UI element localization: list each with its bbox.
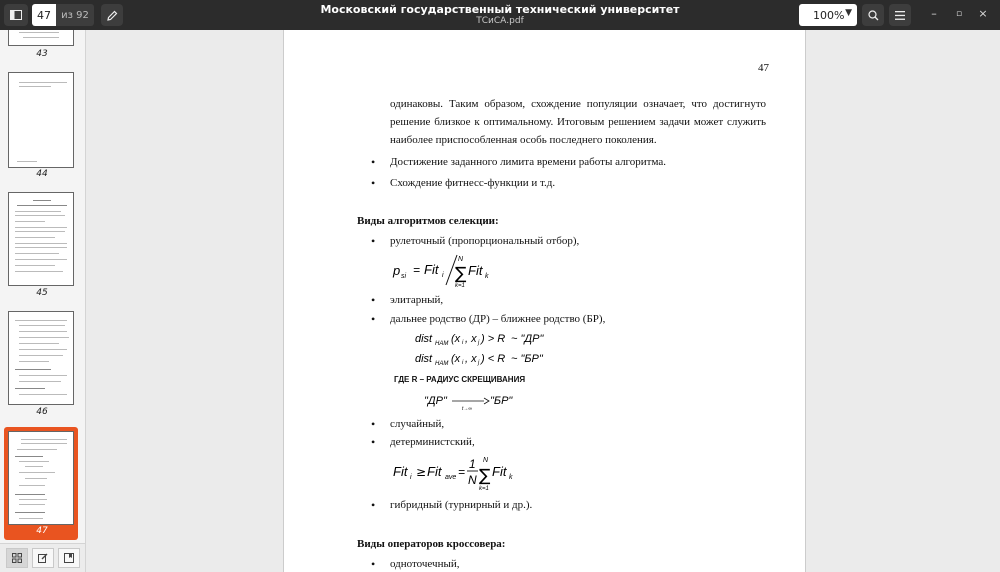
svg-text:Fit: Fit xyxy=(492,464,507,479)
maximize-icon[interactable]: ▫ xyxy=(955,9,963,19)
sidebar-toggle-button[interactable] xyxy=(4,4,28,26)
svg-text:j: j xyxy=(478,340,480,346)
list-item-text: рулеточный (пропорциональный отбор), xyxy=(390,235,580,247)
thumbnail-page[interactable] xyxy=(8,311,74,405)
svg-text:Fit: Fit xyxy=(427,464,442,479)
svg-text:, x: , x xyxy=(465,353,477,365)
section-heading: Виды операторов кроссовера: xyxy=(357,538,506,550)
bookmark-icon xyxy=(64,553,74,563)
svg-text:HAM: HAM xyxy=(435,361,449,367)
svg-text:i: i xyxy=(462,360,464,366)
sidebar-tabs xyxy=(0,543,85,572)
chevron-down-icon: ▼ xyxy=(845,8,852,18)
page-total-label: из 92 xyxy=(56,4,94,26)
edit-icon xyxy=(38,553,48,563)
document-title: Московский государственный технический университет xyxy=(320,3,680,16)
svg-text:(x: (x xyxy=(451,353,461,365)
svg-text:(x: (x xyxy=(451,333,461,345)
svg-text:t→∞: t→∞ xyxy=(462,406,472,412)
section-heading: Виды алгоритмов селекции: xyxy=(357,215,499,227)
sidebar-icon xyxy=(10,10,22,20)
tab-annotations[interactable] xyxy=(32,548,54,568)
list-item-text: Достижение заданного лимита времени работы алгоритма. xyxy=(390,156,667,168)
thumbnail-label: 44 xyxy=(36,169,48,179)
formula-deterministic xyxy=(391,454,516,494)
formula-caption: ГДЕ R – РАДИУС СКРЕЩИВАНИЯ xyxy=(394,375,526,384)
svg-text:) < R: ) < R xyxy=(481,353,506,365)
pencil-icon xyxy=(107,10,118,21)
annotate-button[interactable] xyxy=(101,4,123,26)
formula-transition xyxy=(424,392,524,414)
svg-text:k=1: k=1 xyxy=(455,283,465,289)
svg-text:N: N xyxy=(468,473,477,487)
zoom-select[interactable] xyxy=(799,4,857,26)
page-number: 47 xyxy=(758,62,769,74)
window-title xyxy=(300,3,700,27)
zoom-value: 100% xyxy=(813,8,845,22)
thumbnail-label-current: 47 xyxy=(36,526,48,536)
svg-text:"ДР": "ДР" xyxy=(424,395,447,407)
page-number-input[interactable]: 47 xyxy=(32,4,56,26)
svg-text:si: si xyxy=(401,273,407,280)
document-filename: ТСиСА.pdf xyxy=(476,16,524,26)
pdf-page xyxy=(283,30,806,572)
svg-text:N: N xyxy=(458,256,464,263)
tab-bookmarks[interactable] xyxy=(58,548,80,568)
svg-text:k: k xyxy=(485,273,489,280)
grid-icon xyxy=(12,553,22,563)
svg-text:~ "БР": ~ "БР" xyxy=(511,353,543,365)
svg-text:HAM: HAM xyxy=(435,341,449,347)
svg-text:i: i xyxy=(442,272,444,279)
document-viewer[interactable] xyxy=(86,30,1000,572)
thumbnail-sidebar xyxy=(0,30,86,572)
search-icon xyxy=(868,10,879,21)
list-item-text: элитарный, xyxy=(390,294,444,306)
thumbnail-label: 46 xyxy=(36,407,48,417)
svg-text:Fit: Fit xyxy=(393,464,408,479)
formula-roulette xyxy=(391,251,491,289)
svg-text:i: i xyxy=(462,340,464,346)
svg-text:≥: ≥ xyxy=(416,465,427,479)
svg-text:Fit: Fit xyxy=(424,262,439,277)
svg-text:) > R: ) > R xyxy=(481,333,506,345)
list-item-text: случайный, xyxy=(390,418,445,430)
thumbnail-label: 43 xyxy=(36,49,48,59)
list-item-text: детерминистский, xyxy=(390,436,475,448)
svg-text:ave: ave xyxy=(445,474,457,481)
svg-text:~ "ДР": ~ "ДР" xyxy=(511,333,544,345)
svg-text:i: i xyxy=(410,474,412,481)
close-icon[interactable]: × xyxy=(978,7,988,20)
menu-button[interactable] xyxy=(889,4,911,26)
header-bar xyxy=(0,0,1000,30)
thumbnail-page[interactable] xyxy=(8,192,74,286)
search-button[interactable] xyxy=(862,4,884,26)
svg-text:k: k xyxy=(509,474,513,481)
list-item-text: Схождение фитнесс-функции и т.д. xyxy=(390,177,556,189)
thumbnail-page-current[interactable] xyxy=(8,431,74,525)
thumbnail-page[interactable] xyxy=(8,30,74,46)
list-item-text: гибридный (турнирный и др.). xyxy=(390,499,533,511)
thumbnail-label: 45 xyxy=(36,288,48,298)
svg-text:j: j xyxy=(478,360,480,366)
svg-text:dist: dist xyxy=(415,333,433,345)
list-item-text: одноточечный, xyxy=(390,558,460,570)
svg-text:dist: dist xyxy=(415,353,433,365)
svg-text:Fit: Fit xyxy=(468,263,483,278)
svg-text:∑: ∑ xyxy=(455,264,467,284)
minimize-icon[interactable]: – xyxy=(931,7,937,20)
svg-text:∑: ∑ xyxy=(479,466,491,486)
svg-text:=: = xyxy=(458,465,466,479)
formula-distance xyxy=(415,330,545,368)
thumbnail-page[interactable] xyxy=(8,72,74,168)
paragraph: одинаковы. Таким образом, схождение популяции означает, что достигнуто решение близкое к оптимальному. Итоговым решением задачи может служить наиболее приспособленная особь последнего поколения. xyxy=(390,98,766,146)
svg-text:1: 1 xyxy=(469,457,476,471)
svg-text:N: N xyxy=(483,457,489,464)
list-item-text: дальнее родство (ДР) – ближнее родство (БР), xyxy=(390,313,606,325)
svg-text:p: p xyxy=(393,263,401,278)
svg-text:=: = xyxy=(413,263,421,277)
hamburger-menu-icon xyxy=(895,11,905,20)
tab-thumbnails[interactable] xyxy=(6,548,28,568)
svg-text:k=1: k=1 xyxy=(479,486,489,492)
svg-text:"БР": "БР" xyxy=(490,395,513,407)
svg-text:, x: , x xyxy=(465,333,477,345)
